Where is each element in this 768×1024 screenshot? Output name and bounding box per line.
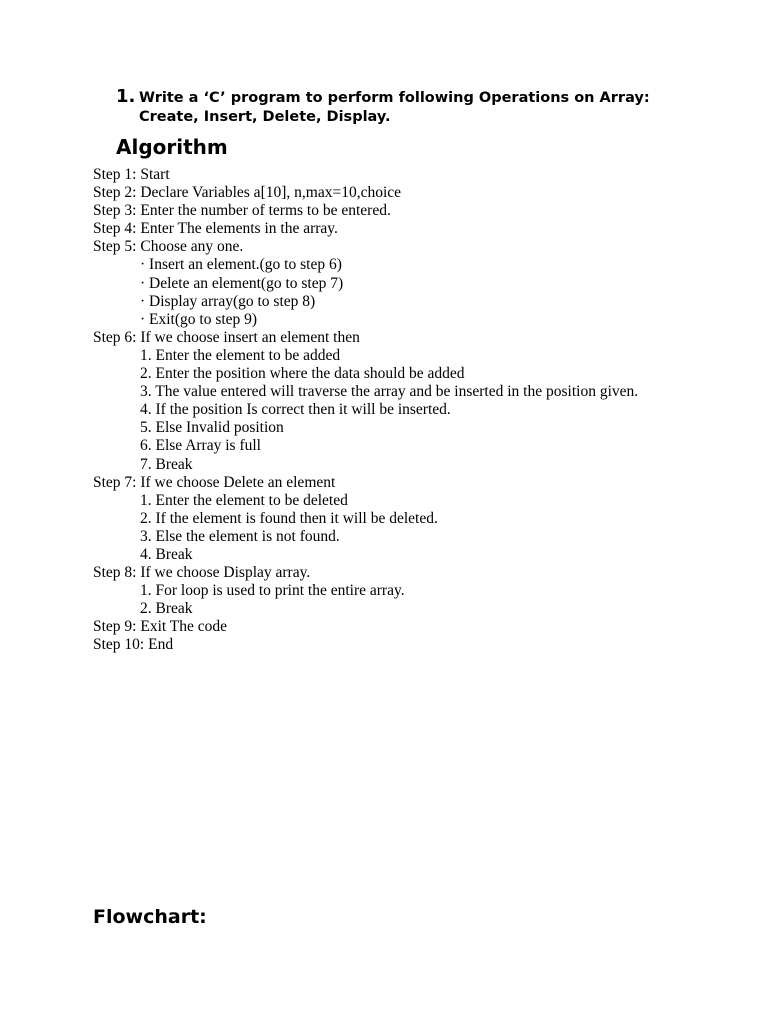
- algorithm-steps: [93, 166, 653, 655]
- step-bullet: · Display array(go to step 8): [140, 292, 316, 310]
- substep-line: 1. Enter the element to be added: [140, 346, 341, 364]
- substep-line: 3. Else the element is not found.: [140, 527, 340, 545]
- step-bullet: · Exit(go to step 9): [140, 310, 258, 328]
- step-line: Step 2: Declare Variables a[10], n,max=10,choice: [93, 184, 402, 202]
- substep-line: 7. Break: [140, 455, 193, 473]
- step-line: Step 4: Enter The elements in the array.: [93, 220, 338, 238]
- step-line: Step 3: Enter the number of terms to be entered.: [93, 202, 391, 220]
- substep-line: 6. Else Array is full: [140, 437, 261, 455]
- substep-line: 3. The value entered will traverse the array and be inserted in the position given.: [140, 383, 639, 401]
- step-line: Step 5: Choose any one.: [93, 238, 244, 256]
- substep-line: 1. Enter the element to be deleted: [140, 491, 348, 509]
- algorithm-heading: Algorithm: [116, 135, 228, 159]
- substep-line: 5. Else Invalid position: [140, 419, 284, 437]
- step-line: Step 7: If we choose Delete an element: [93, 473, 336, 491]
- substep-line: 4. If the position Is correct then it will be inserted.: [140, 401, 451, 419]
- question-text: Write a ‘C’ program to perform following Operations on Array: Create, Insert, Delete, Display.: [139, 90, 650, 125]
- step-bullet: · Insert an element.(go to step 6): [140, 256, 342, 274]
- substep-line: 2. If the element is found then it will be deleted.: [140, 509, 438, 527]
- step-line: Step 9: Exit The code: [93, 618, 228, 636]
- step-bullet: · Delete an element(go to step 7): [140, 274, 344, 292]
- substep-line: 4. Break: [140, 545, 193, 563]
- step-line: Step 10: End: [93, 636, 174, 654]
- substep-line: 2. Enter the position where the data should be added: [140, 365, 465, 383]
- substep-line: 1. For loop is used to print the entire array.: [140, 582, 405, 600]
- step-line: Step 6: If we choose insert an element then: [93, 328, 360, 346]
- flowchart-heading: Flowchart:: [93, 906, 207, 928]
- step-line: Step 8: If we choose Display array.: [93, 564, 311, 582]
- question-number: 1.: [116, 86, 136, 107]
- substep-line: 2. Break: [140, 600, 193, 618]
- step-line: Step 1: Start: [93, 166, 170, 183]
